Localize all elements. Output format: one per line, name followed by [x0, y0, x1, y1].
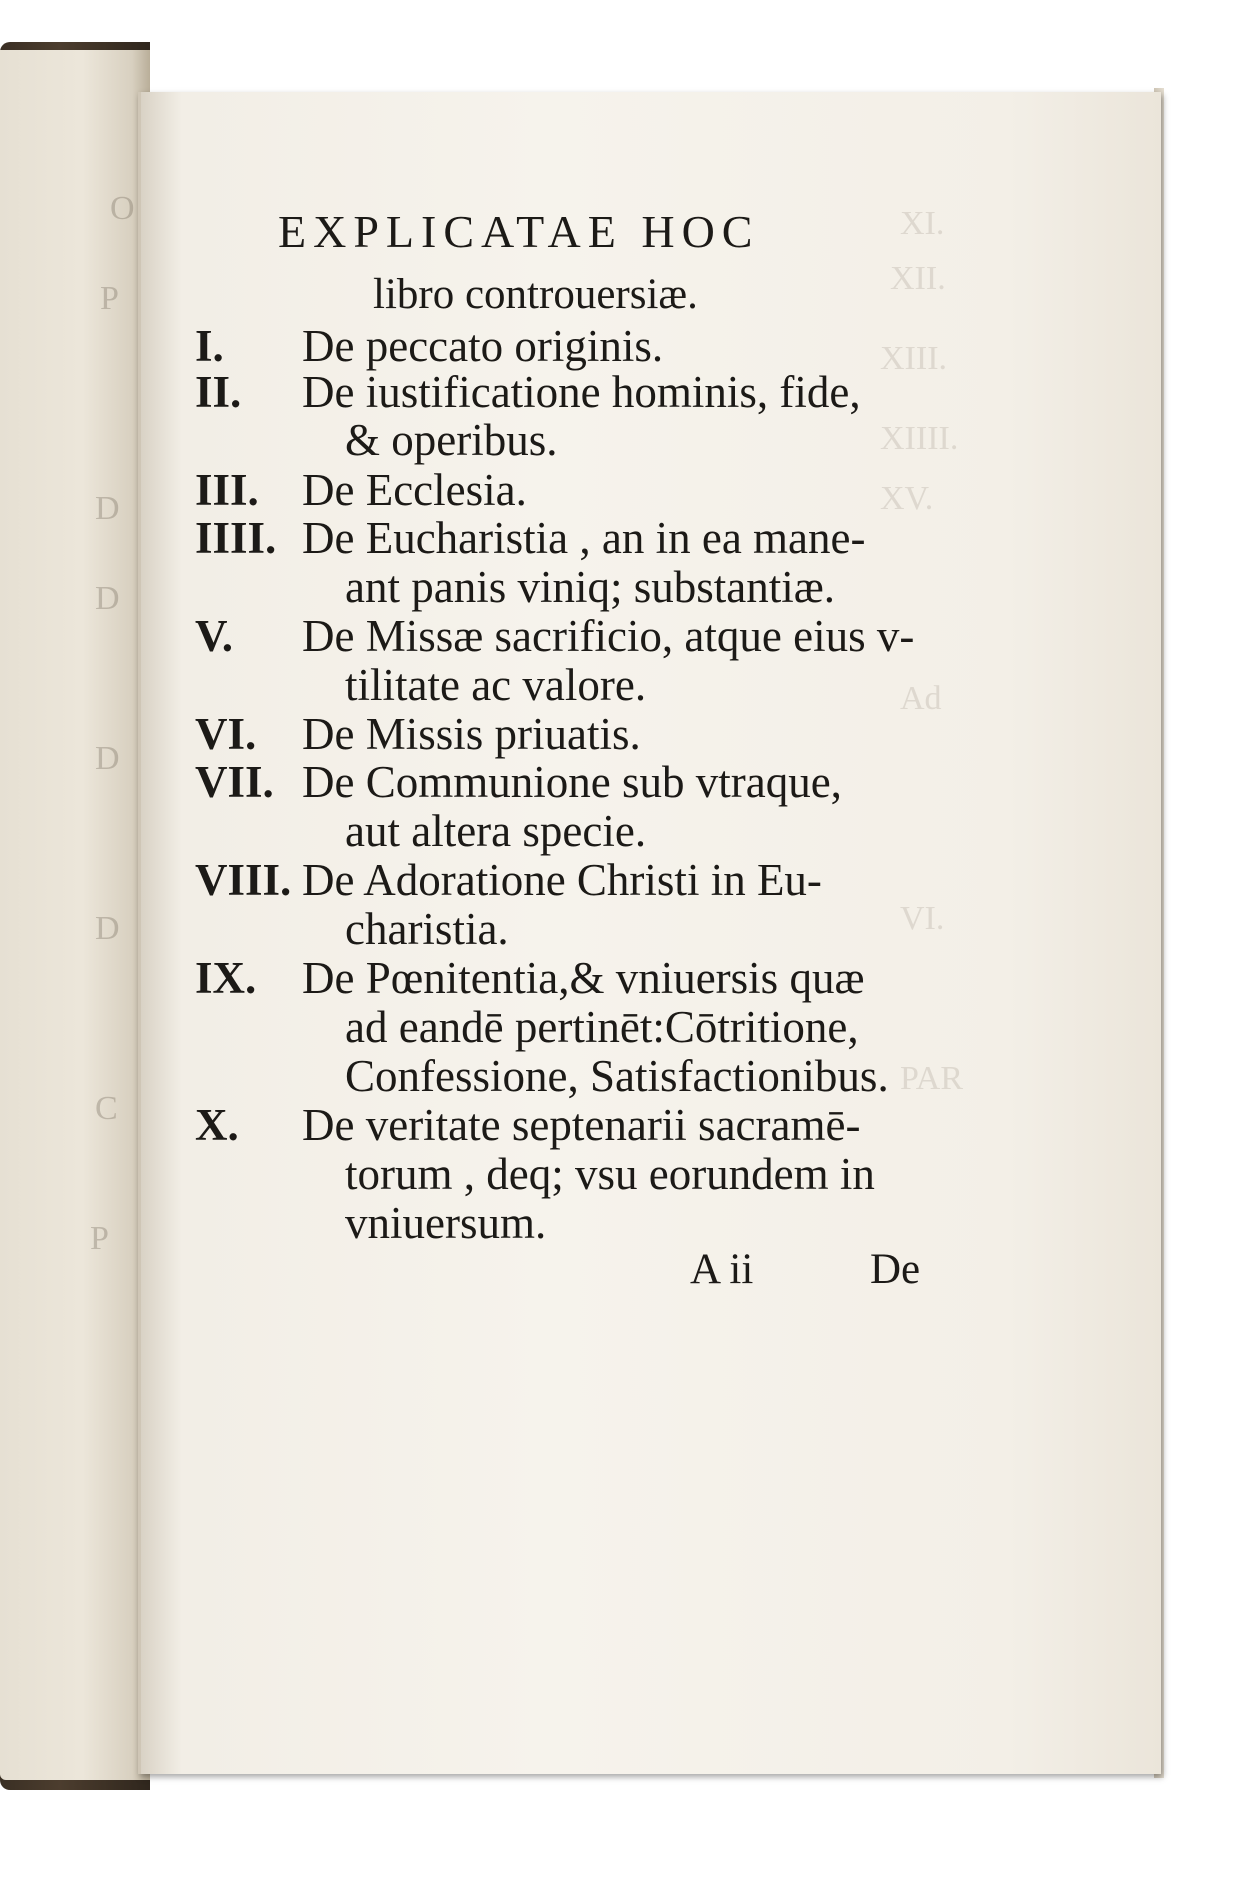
item-text-continued: ad eandē pertinēt:Cōtritione,: [345, 1002, 859, 1052]
signature-mark: A ii: [690, 1246, 754, 1293]
item-numeral: VIII.: [195, 855, 292, 905]
item-text: De iustificatione hominis, fide,: [302, 367, 861, 417]
item-text-continued: charistia.: [345, 904, 509, 954]
item-numeral: IX.: [195, 953, 257, 1003]
item-text-continued: & operibus.: [345, 415, 558, 465]
catchword: De: [870, 1246, 921, 1293]
item-numeral: IIII.: [195, 513, 277, 563]
item-numeral: VI.: [195, 709, 257, 759]
page-heading: EXPLICATAE HOC: [278, 206, 760, 257]
item-numeral: X.: [195, 1100, 239, 1150]
item-numeral: V.: [195, 611, 233, 661]
item-text: De peccato originis.: [302, 321, 664, 371]
item-text: De Ecclesia.: [302, 465, 527, 515]
item-numeral: VII.: [195, 757, 274, 807]
facing-page: O P D D D D C P: [0, 50, 150, 1780]
item-numeral: II.: [195, 367, 242, 417]
item-text: De Missæ sacrificio, atque eius v-: [302, 611, 915, 661]
item-text-continued: Confessione, Satisfactionibus.: [345, 1051, 889, 1101]
item-text: De Pœnitentia,& vniuersis quæ: [302, 953, 865, 1003]
item-text: De Adoratione Christi in Eu-: [302, 855, 822, 905]
item-numeral: I.: [195, 321, 224, 371]
item-text-continued: torum , deq; vsu eorundem in: [345, 1149, 875, 1199]
page-subheading: libro controuersiæ.: [373, 271, 698, 318]
item-text-continued: ant panis viniq; substantiæ.: [345, 562, 835, 612]
item-text: De Missis priuatis.: [302, 709, 641, 759]
item-text-continued: tilitate ac valore.: [345, 660, 647, 710]
item-text: De veritate septenarii sacramē-: [302, 1100, 861, 1150]
item-text: De Communione sub vtraque,: [302, 757, 842, 807]
item-text: De Eucharistia , an in ea mane-: [302, 513, 866, 563]
item-text-continued: aut altera specie.: [345, 806, 647, 856]
item-text-continued: vniuersum.: [345, 1198, 547, 1248]
item-numeral: III.: [195, 465, 259, 515]
